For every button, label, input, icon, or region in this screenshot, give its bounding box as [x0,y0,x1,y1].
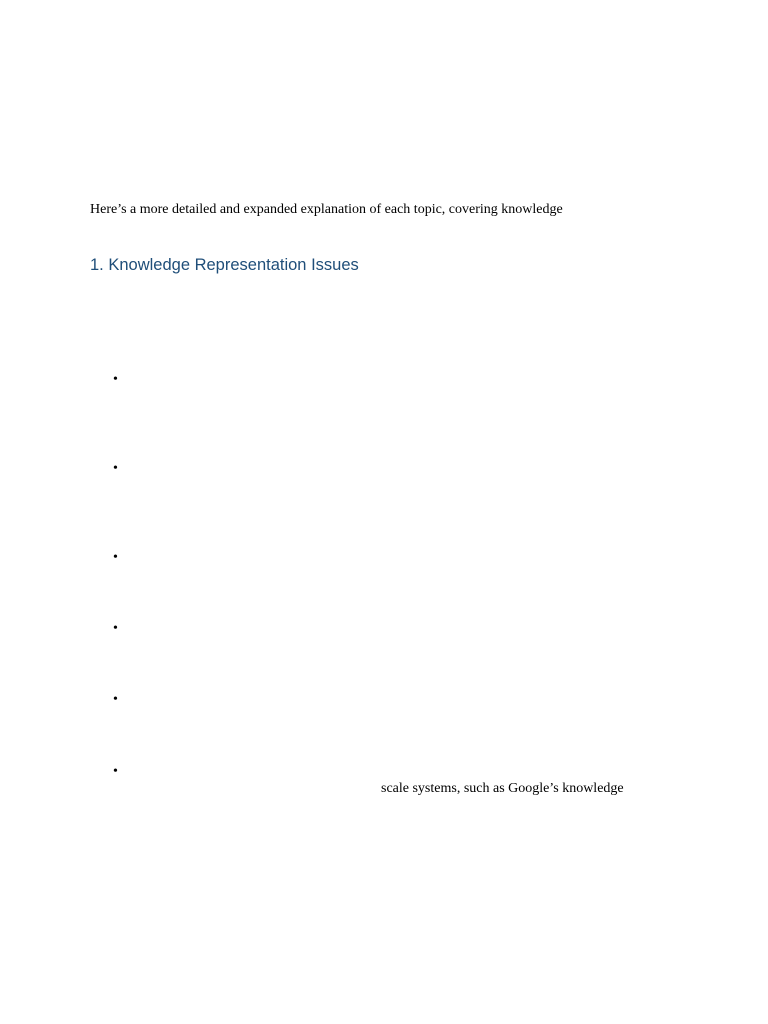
section-heading: 1. Knowledge Representation Issues [90,256,359,274]
list-bullet-3: • [113,550,118,565]
list-bullet-1: • [113,372,118,387]
list-bullet-2: • [113,461,118,476]
text-fragment: scale systems, such as Google’s knowledge [381,781,624,796]
list-bullet-4: • [113,621,118,636]
list-bullet-5: • [113,692,118,707]
intro-paragraph: Here’s a more detailed and expanded explanation of each topic, covering knowledge [90,202,563,217]
list-bullet-6: • [113,764,118,779]
